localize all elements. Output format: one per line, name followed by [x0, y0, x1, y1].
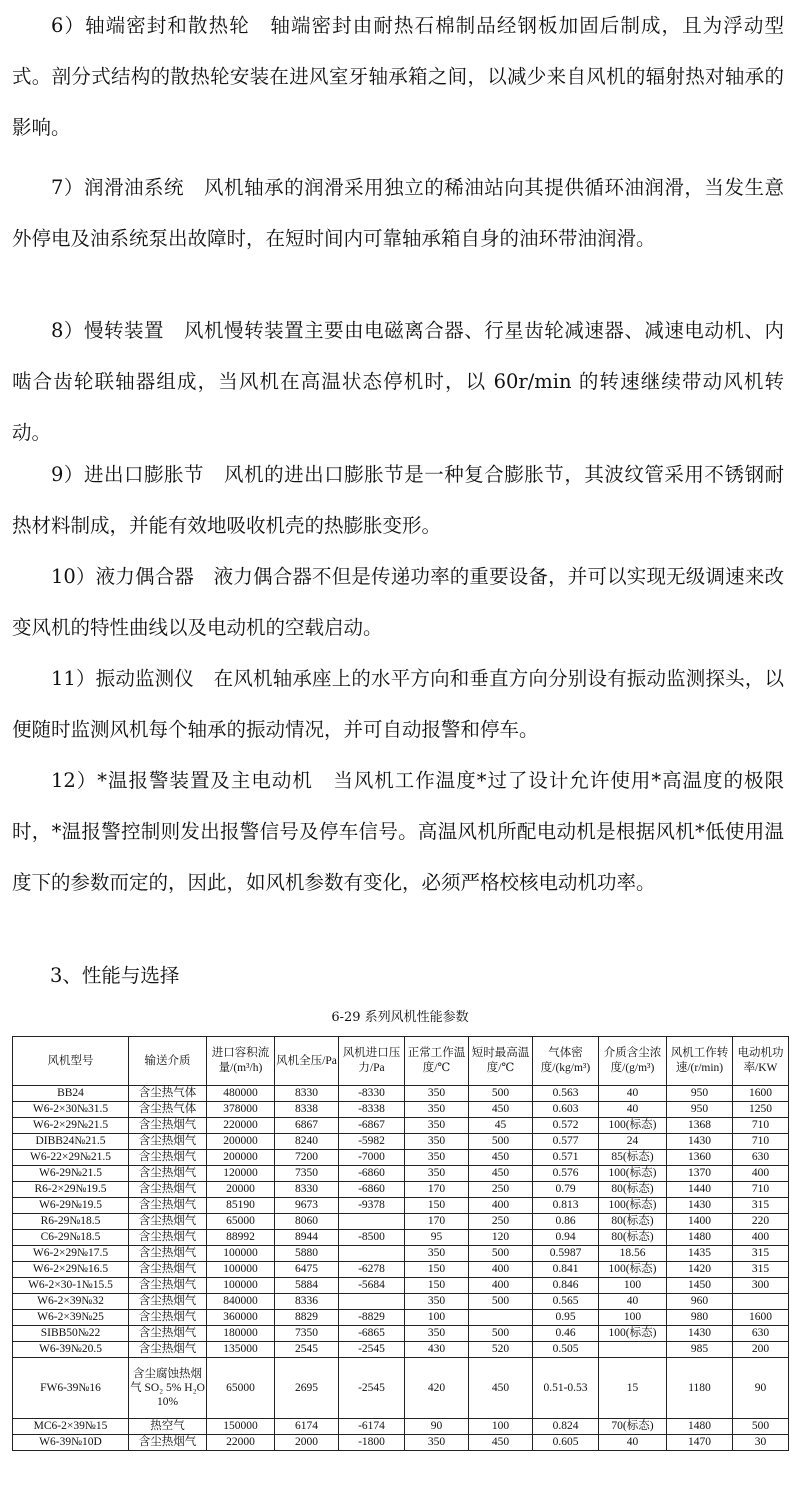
table-cell: 430	[405, 1342, 469, 1358]
table-cell: 960	[667, 1294, 733, 1310]
table-cell: 500	[469, 1326, 533, 1342]
table-row	[13, 1342, 789, 1358]
table-cell: 100000	[207, 1262, 275, 1278]
table-row	[13, 1086, 789, 1102]
table-cell: -6278	[339, 1262, 405, 1278]
column-header: 风机进口压力/Pa	[339, 1037, 405, 1086]
table-cell: 350	[405, 1326, 469, 1342]
table-cell: 950	[667, 1102, 733, 1118]
table-cell: 100000	[207, 1278, 275, 1294]
table-cell: 8060	[275, 1214, 339, 1230]
table-cell: 含尘热烟气	[129, 1278, 207, 1294]
table-cell: 480000	[207, 1086, 275, 1102]
table-cell: 80(标态)	[599, 1182, 667, 1198]
table-cell: 200000	[207, 1150, 275, 1166]
table-cell: 8829	[275, 1310, 339, 1326]
table-cell: 200	[733, 1342, 789, 1358]
table-cell: 95	[405, 1230, 469, 1246]
table-cell: 500	[469, 1134, 533, 1150]
table-cell: 0.94	[533, 1230, 599, 1246]
table-cell: 22000	[207, 1435, 275, 1451]
table-cell: 含尘热烟气	[129, 1182, 207, 1198]
table-cell: 0.577	[533, 1134, 599, 1150]
table-cell: 7350	[275, 1326, 339, 1342]
table-cell: 710	[733, 1118, 789, 1134]
header-row	[13, 1037, 789, 1086]
table-cell: -8330	[339, 1086, 405, 1102]
table-cell: 350	[405, 1134, 469, 1150]
column-header: 气体密度/(kg/m³)	[533, 1037, 599, 1086]
table-cell: 含尘热烟气	[129, 1310, 207, 1326]
table-cell: 1368	[667, 1118, 733, 1134]
table-cell: 100(标态)	[599, 1198, 667, 1214]
table-cell: -6860	[339, 1182, 405, 1198]
table-cell: FW6-39№16	[13, 1358, 129, 1419]
table-cell	[339, 1246, 405, 1262]
table-cell: W6-22×29№21.5	[13, 1150, 129, 1166]
table-cell: 含尘热烟气	[129, 1214, 207, 1230]
table-cell: 1440	[667, 1182, 733, 1198]
table-cell: 18.56	[599, 1246, 667, 1262]
table-cell: 85(标态)	[599, 1150, 667, 1166]
table-cell: MC6-2×39№15	[13, 1419, 129, 1435]
table-cell: 含尘热烟气	[129, 1294, 207, 1310]
table-cell: 250	[469, 1214, 533, 1230]
column-header: 正常工作温度/℃	[405, 1037, 469, 1086]
table-cell: 350	[405, 1150, 469, 1166]
table-cell: 20000	[207, 1182, 275, 1198]
table-cell: 含尘热烟气	[129, 1198, 207, 1214]
table-cell: 1600	[733, 1310, 789, 1326]
table-cell: 0.79	[533, 1182, 599, 1198]
performance-table	[12, 1036, 789, 1451]
table-cell: 120	[469, 1230, 533, 1246]
table-cell: 0.824	[533, 1419, 599, 1435]
table-cell: 1400	[667, 1214, 733, 1230]
table-cell: W6-2×30№31.5	[13, 1102, 129, 1118]
table-row	[13, 1435, 789, 1451]
table-cell: 0.86	[533, 1214, 599, 1230]
column-header: 进口容积流量/(m³/h)	[207, 1037, 275, 1086]
table-cell: 630	[733, 1326, 789, 1342]
column-header: 风机工作转速/(r/min)	[667, 1037, 733, 1086]
table-cell: 315	[733, 1246, 789, 1262]
table-cell: 0.605	[533, 1435, 599, 1451]
table-row	[13, 1150, 789, 1166]
table-cell: W6-39№20.5	[13, 1342, 129, 1358]
table-cell: 1430	[667, 1198, 733, 1214]
table-header	[13, 1037, 789, 1086]
table-cell: 0.563	[533, 1086, 599, 1102]
table-cell: W6-29№21.5	[13, 1166, 129, 1182]
table-row	[13, 1294, 789, 1310]
table-cell: 45	[469, 1118, 533, 1134]
table-cell: 1450	[667, 1278, 733, 1294]
table-cell: 40	[599, 1086, 667, 1102]
table-row	[13, 1278, 789, 1294]
table-cell: 1420	[667, 1262, 733, 1278]
table-cell: 5884	[275, 1278, 339, 1294]
table-cell: 40	[599, 1435, 667, 1451]
table-cell: 7350	[275, 1166, 339, 1182]
table-cell: 含尘热气体	[129, 1102, 207, 1118]
table-cell: 0.841	[533, 1262, 599, 1278]
table-cell: 0.46	[533, 1326, 599, 1342]
table-cell: 200000	[207, 1134, 275, 1150]
table-cell: 0.846	[533, 1278, 599, 1294]
table-row	[13, 1246, 789, 1262]
table-cell: 0.576	[533, 1166, 599, 1182]
table-cell	[339, 1294, 405, 1310]
table-cell: 0.51-0.53	[533, 1358, 599, 1419]
table-cell: 1360	[667, 1150, 733, 1166]
table-cell: 400	[733, 1166, 789, 1182]
table-cell: W6-2×29№17.5	[13, 1246, 129, 1262]
table-cell: 350	[405, 1166, 469, 1182]
table-cell: 120000	[207, 1166, 275, 1182]
table-row	[13, 1198, 789, 1214]
paragraph-lubrication: 7）润滑油系统 风机轴承的润滑采用独立的稀油站向其提供循环油润滑，当发生意外停电及油系统泵出故障时，在短时间内可靠轴承箱自身的油环带油润滑。	[12, 176, 784, 250]
table-cell: 150000	[207, 1419, 275, 1435]
table-cell: R6-2×29№19.5	[13, 1182, 129, 1198]
paragraph-temperature-alarm: 12）*温报警装置及主电动机 当风机工作温度*过了设计允许使用*高温度的极限时，*温报警控制则发出报警信号及停车信号。高温风机所配电动机是根据风机*低使用温度下的参数而定的，因此，如风机参数有变化，必须严格校核电动机功率。	[12, 769, 784, 894]
table-cell: 500	[469, 1294, 533, 1310]
table-cell: 65000	[207, 1214, 275, 1230]
table-cell: -2545	[339, 1358, 405, 1419]
table-cell: 250	[469, 1182, 533, 1198]
table-cell: 40	[599, 1102, 667, 1118]
table-cell: 1435	[667, 1246, 733, 1262]
table-cell: -8500	[339, 1230, 405, 1246]
table-row	[13, 1419, 789, 1435]
table-body	[13, 1086, 789, 1451]
table-cell: 450	[469, 1166, 533, 1182]
table-cell: 400	[469, 1262, 533, 1278]
table-title: 6-29 系列风机性能参数	[331, 1010, 469, 1025]
table-cell: 70(标态)	[599, 1419, 667, 1435]
table-cell: 9673	[275, 1198, 339, 1214]
table-cell: 85190	[207, 1198, 275, 1214]
paragraph-slow-turning: 8）慢转装置 风机慢转装置主要由电磁离合器、行星齿轮减速器、减速电动机、内啮合齿轮联轴器组成，当风机在高温状态停机时，以 60r/min 的转速继续带动风机转动。	[12, 319, 784, 444]
table-cell: -8338	[339, 1102, 405, 1118]
table-cell: 100(标态)	[599, 1262, 667, 1278]
column-header: 电动机功率/KW	[733, 1037, 789, 1086]
table-cell: 含尘热烟气	[129, 1246, 207, 1262]
paragraph-vibration-monitor: 11）振动监测仪 在风机轴承座上的水平方向和垂直方向分别设有振动监测探头，以便随时监测风机每个轴承的振动情况，并可自动报警和停车。	[12, 667, 784, 741]
table-cell: 8330	[275, 1182, 339, 1198]
table-cell: 8240	[275, 1134, 339, 1150]
table-cell: 0.5987	[533, 1246, 599, 1262]
table-cell: 1470	[667, 1435, 733, 1451]
table-cell: 含尘热烟气	[129, 1326, 207, 1342]
table-cell: -6865	[339, 1326, 405, 1342]
table-cell: 88992	[207, 1230, 275, 1246]
column-header: 短时最高温度/℃	[469, 1037, 533, 1086]
table-cell: 220000	[207, 1118, 275, 1134]
table-cell: -8829	[339, 1310, 405, 1326]
table-cell	[733, 1294, 789, 1310]
table-cell: 15	[599, 1358, 667, 1419]
table-cell: 90	[733, 1358, 789, 1419]
table-cell: 1430	[667, 1326, 733, 1342]
table-cell: 0.813	[533, 1198, 599, 1214]
table-cell: 350	[405, 1118, 469, 1134]
table-cell: 350	[405, 1246, 469, 1262]
table-cell: 24	[599, 1134, 667, 1150]
table-cell: 1600	[733, 1086, 789, 1102]
table-cell: -5982	[339, 1134, 405, 1150]
table-cell: 1250	[733, 1102, 789, 1118]
section-heading: 3、性能与选择	[50, 964, 180, 987]
paragraph-expansion-joint: 9）进出口膨胀节 风机的进出口膨胀节是一种复合膨胀节，其波纹管采用不锈钢耐热材料制成，并能有效地吸收机壳的热膨胀变形。	[12, 463, 784, 537]
table-cell: 180000	[207, 1326, 275, 1342]
table-cell: W6-2×39№32	[13, 1294, 129, 1310]
table-cell: 100000	[207, 1246, 275, 1262]
table-cell: 630	[733, 1150, 789, 1166]
table-cell: 980	[667, 1310, 733, 1326]
table-cell: 6475	[275, 1262, 339, 1278]
table-cell: 40	[599, 1294, 667, 1310]
table-cell	[599, 1342, 667, 1358]
table-row	[13, 1214, 789, 1230]
table-cell: 100(标态)	[599, 1118, 667, 1134]
table-cell: 1180	[667, 1358, 733, 1419]
table-cell: 300	[733, 1278, 789, 1294]
table-cell: 520	[469, 1342, 533, 1358]
paragraph-shaft-seal: 6）轴端密封和散热轮 轴端密封由耐热石棉制品经钢板加固后制成，且为浮动型式。剖分式结构的散热轮安装在进风室牙轴承箱之间，以减少来自风机的辐射热对轴承的影响。	[12, 14, 784, 139]
table-cell: 0.565	[533, 1294, 599, 1310]
table-cell: 0.572	[533, 1118, 599, 1134]
table-cell: W6-2×39№25	[13, 1310, 129, 1326]
table-cell: 含尘热气体	[129, 1086, 207, 1102]
table-cell: 100	[599, 1278, 667, 1294]
table-cell: 710	[733, 1134, 789, 1150]
table-cell: 315	[733, 1262, 789, 1278]
table-cell: 350	[405, 1086, 469, 1102]
table-cell: W6-2×29№21.5	[13, 1118, 129, 1134]
table-cell: R6-29№18.5	[13, 1214, 129, 1230]
table-cell: W6-2×30-1№15.5	[13, 1278, 129, 1294]
table-cell: C6-29№18.5	[13, 1230, 129, 1246]
table-cell: 315	[733, 1198, 789, 1214]
column-header: 介质含尘浓度/(g/m³)	[599, 1037, 667, 1086]
table-cell: 含尘腐蚀热烟气 SO₂ 5% H₂O 10%	[129, 1358, 207, 1419]
table-cell: 5880	[275, 1246, 339, 1262]
table-cell: 950	[667, 1086, 733, 1102]
table-cell: 100(标态)	[599, 1326, 667, 1342]
table-row	[13, 1182, 789, 1198]
table-cell: 0.95	[533, 1310, 599, 1326]
column-header: 风机全压/Pa	[275, 1037, 339, 1086]
table-cell: 170	[405, 1182, 469, 1198]
table-cell: 30	[733, 1435, 789, 1451]
table-cell: 90	[405, 1419, 469, 1435]
table-cell: 985	[667, 1342, 733, 1358]
table-row	[13, 1326, 789, 1342]
table-cell: 0.571	[533, 1150, 599, 1166]
table-cell: 含尘热烟气	[129, 1118, 207, 1134]
paragraph-fluid-coupling: 10）液力偶合器 液力偶合器不但是传递功率的重要设备，并可以实现无级调速来改变风机的特性曲线以及电动机的空载启动。	[12, 565, 784, 639]
table-cell: -6174	[339, 1419, 405, 1435]
table-cell: 100	[405, 1310, 469, 1326]
table-row	[13, 1358, 789, 1419]
table-cell: -6860	[339, 1166, 405, 1182]
table-cell: W6-2×29№16.5	[13, 1262, 129, 1278]
column-header: 风机型号	[13, 1037, 129, 1086]
table-cell	[339, 1214, 405, 1230]
table-cell: 80(标态)	[599, 1230, 667, 1246]
table-cell: 350	[405, 1435, 469, 1451]
table-cell: 350	[405, 1294, 469, 1310]
table-cell: 150	[405, 1198, 469, 1214]
table-cell: -1800	[339, 1435, 405, 1451]
table-cell: 2695	[275, 1358, 339, 1419]
table-cell: 1480	[667, 1230, 733, 1246]
table-cell: 170	[405, 1214, 469, 1230]
table-cell: 100	[469, 1419, 533, 1435]
table-cell: 1480	[667, 1419, 733, 1435]
table-cell: 8338	[275, 1102, 339, 1118]
table-row	[13, 1230, 789, 1246]
table-cell: 含尘热烟气	[129, 1435, 207, 1451]
table-cell: 2545	[275, 1342, 339, 1358]
table-cell: 1370	[667, 1166, 733, 1182]
table-cell: -9378	[339, 1198, 405, 1214]
table-cell: 400	[469, 1198, 533, 1214]
table-cell: 2000	[275, 1435, 339, 1451]
table-cell: 含尘热烟气	[129, 1262, 207, 1278]
table-cell: 7200	[275, 1150, 339, 1166]
table-cell: 含尘热烟气	[129, 1230, 207, 1246]
table-cell: 400	[469, 1278, 533, 1294]
table-cell: 8330	[275, 1086, 339, 1102]
table-cell: 220	[733, 1214, 789, 1230]
table-cell: 500	[733, 1419, 789, 1435]
table-cell: 500	[469, 1086, 533, 1102]
table-cell: 100(标态)	[599, 1166, 667, 1182]
table-cell: 含尘热烟气	[129, 1134, 207, 1150]
table-cell: 0.603	[533, 1102, 599, 1118]
table-cell: DIBB24№21.5	[13, 1134, 129, 1150]
table-cell: 8336	[275, 1294, 339, 1310]
table-cell: 100	[599, 1310, 667, 1326]
table-cell: -6867	[339, 1118, 405, 1134]
table-cell: 80(标态)	[599, 1214, 667, 1230]
table-cell: 0.505	[533, 1342, 599, 1358]
table-cell: W6-29№19.5	[13, 1198, 129, 1214]
table-cell: 450	[469, 1358, 533, 1419]
table-cell: 350	[405, 1102, 469, 1118]
table-cell	[469, 1310, 533, 1326]
table-cell: 含尘热烟气	[129, 1150, 207, 1166]
table-cell: 8944	[275, 1230, 339, 1246]
table-cell: 热空气	[129, 1419, 207, 1435]
table-cell: W6-39№10D	[13, 1435, 129, 1451]
table-cell: 840000	[207, 1294, 275, 1310]
table-cell: 450	[469, 1435, 533, 1451]
column-header: 输送介质	[129, 1037, 207, 1086]
table-cell: 500	[469, 1246, 533, 1262]
table-cell: 1430	[667, 1134, 733, 1150]
table-cell: 710	[733, 1182, 789, 1198]
table-row	[13, 1310, 789, 1326]
table-cell: 150	[405, 1278, 469, 1294]
table-cell: 含尘热烟气	[129, 1342, 207, 1358]
table-cell: 420	[405, 1358, 469, 1419]
table-cell: 450	[469, 1150, 533, 1166]
table-row	[13, 1102, 789, 1118]
table-row	[13, 1166, 789, 1182]
table-cell: 6174	[275, 1419, 339, 1435]
table-cell: 6867	[275, 1118, 339, 1134]
table-cell: -7000	[339, 1150, 405, 1166]
table-row	[13, 1262, 789, 1278]
table-cell: SIBB50№22	[13, 1326, 129, 1342]
table-cell: 360000	[207, 1310, 275, 1326]
table-cell: 135000	[207, 1342, 275, 1358]
table-row	[13, 1134, 789, 1150]
table-cell: BB24	[13, 1086, 129, 1102]
table-row	[13, 1118, 789, 1134]
table-cell: 含尘热烟气	[129, 1166, 207, 1182]
table-cell: 378000	[207, 1102, 275, 1118]
table-cell: 400	[733, 1230, 789, 1246]
table-cell: 150	[405, 1262, 469, 1278]
table-cell: 65000	[207, 1358, 275, 1419]
table-cell: -2545	[339, 1342, 405, 1358]
table-cell: 450	[469, 1102, 533, 1118]
table-cell: -5684	[339, 1278, 405, 1294]
